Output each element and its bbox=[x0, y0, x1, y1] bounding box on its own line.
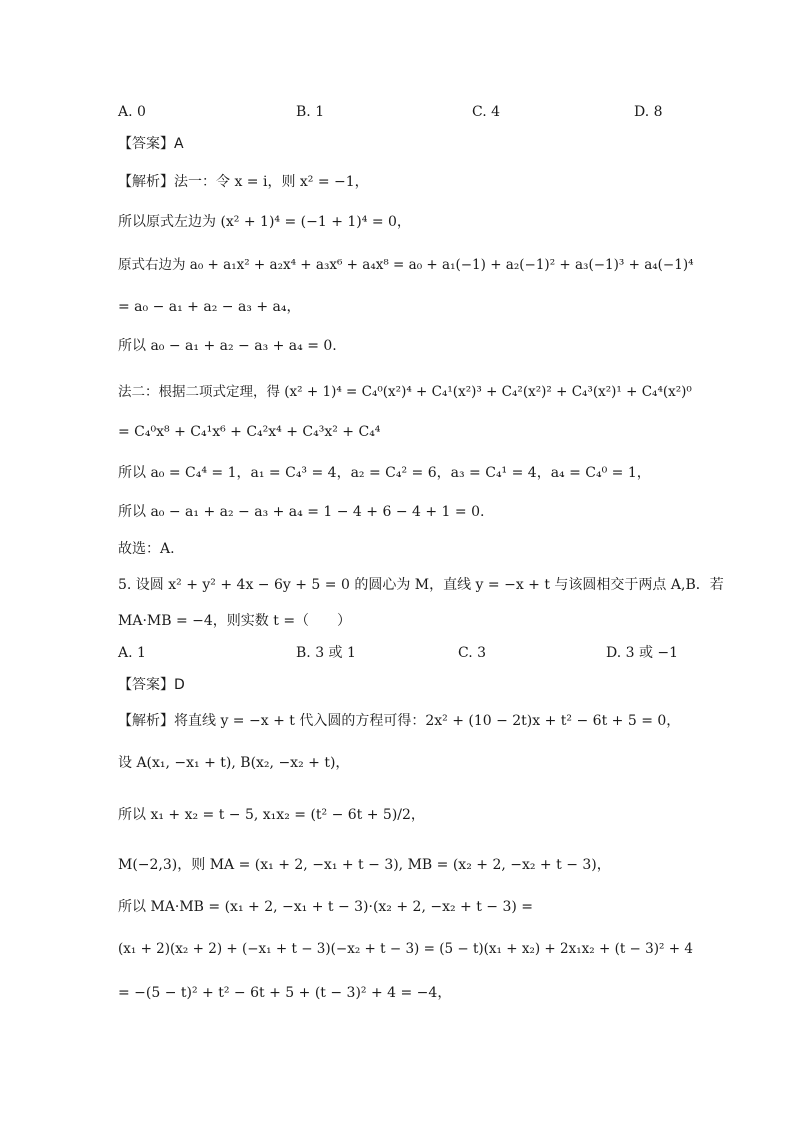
q5-solution-line-3: 所以 x₁ + x₂ = t − 5, x₁x₂ = (t² − 6t + 5)/2， bbox=[118, 807, 425, 823]
q4-conclusion: 故选：A. bbox=[118, 541, 175, 557]
q4-option-c: C. 4 bbox=[472, 104, 501, 120]
q4-answer: 【答案】A bbox=[118, 136, 184, 152]
q4-solution-line-8: 所以 a₀ = C₄⁴ = 1，a₁ = C₄³ = 4，a₂ = C₄² = 6，a₃ = C₄¹ = 4，a₄ = C₄⁰ = 1， bbox=[118, 465, 651, 481]
q4-option-d: D. 8 bbox=[634, 104, 663, 120]
q5-stem-line-2: MA·MB = −4，则实数 t =（ ） bbox=[118, 613, 352, 629]
q5-stem-line-1: 5. 设圆 x² + y² + 4x − 6y + 5 = 0 的圆心为 M，直线 y = −x + t 与该圆相交于两点 A,B．若 bbox=[118, 577, 724, 593]
q4-option-b: B. 1 bbox=[296, 104, 325, 120]
q5-solution-line-4: M(−2,3)，则 MA = (x₁ + 2, −x₁ + t − 3), MB = (x₂ + 2, −x₂ + t − 3)， bbox=[118, 857, 611, 873]
q4-solution-line-9: 所以 a₀ − a₁ + a₂ − a₃ + a₄ = 1 − 4 + 6 − 4 + 1 = 0. bbox=[118, 504, 485, 520]
q5-solution-line-7: = −(5 − t)² + t² − 6t + 5 + (t − 3)² + 4 = −4， bbox=[118, 985, 452, 1001]
q4-solution-line-6: 法二：根据二项式定理，得 (x² + 1)⁴ = C₄⁰(x²)⁴ + C₄¹(x²)³ + C₄²(x²)² + C₄³(x²)¹ + C₄⁴(x²)⁰ bbox=[118, 384, 692, 400]
q5-solution-line-2: 设 A(x₁, −x₁ + t), B(x₂, −x₂ + t)， bbox=[118, 755, 350, 771]
q5-solution-line-1: 【解析】将直线 y = −x + t 代入圆的方程可得：2x² + (10 − 2t)x + t² − 6t + 5 = 0， bbox=[118, 713, 681, 729]
q5-solution-line-6: (x₁ + 2)(x₂ + 2) + (−x₁ + t − 3)(−x₂ + t − 3) = (5 − t)(x₁ + x₂) + 2x₁x₂ + (t − 3)² + 4 bbox=[118, 941, 693, 957]
q4-solution-line-1: 【解析】法一：令 x = i，则 x² = −1， bbox=[118, 174, 369, 190]
q5-solution-line-5: 所以 MA·MB = (x₁ + 2, −x₁ + t − 3)·(x₂ + 2, −x₂ + t − 3) = bbox=[118, 899, 534, 915]
q5-option-a: A. 1 bbox=[118, 645, 146, 661]
q4-solution-line-3: 原式右边为 a₀ + a₁x² + a₂x⁴ + a₃x⁶ + a₄x⁸ = a₀ + a₁(−1) + a₂(−1)² + a₃(−1)³ + a₄(−1)⁴ bbox=[118, 257, 694, 273]
q5-answer: 【答案】D bbox=[118, 677, 185, 693]
q4-solution-line-2: 所以原式左边为 (x² + 1)⁴ = (−1 + 1)⁴ = 0， bbox=[118, 214, 411, 230]
q4-solution-line-7: = C₄⁰x⁸ + C₄¹x⁶ + C₄²x⁴ + C₄³x² + C₄⁴ bbox=[118, 424, 381, 440]
q4-solution-line-5: 所以 a₀ − a₁ + a₂ − a₃ + a₄ = 0. bbox=[118, 338, 337, 354]
q4-solution-line-4: = a₀ − a₁ + a₂ − a₃ + a₄， bbox=[118, 299, 301, 315]
q5-option-b: B. 3 或 1 bbox=[296, 645, 356, 661]
q5-option-d: D. 3 或 −1 bbox=[606, 645, 679, 661]
q5-option-c: C. 3 bbox=[458, 645, 487, 661]
q4-option-a: A. 0 bbox=[118, 104, 146, 120]
